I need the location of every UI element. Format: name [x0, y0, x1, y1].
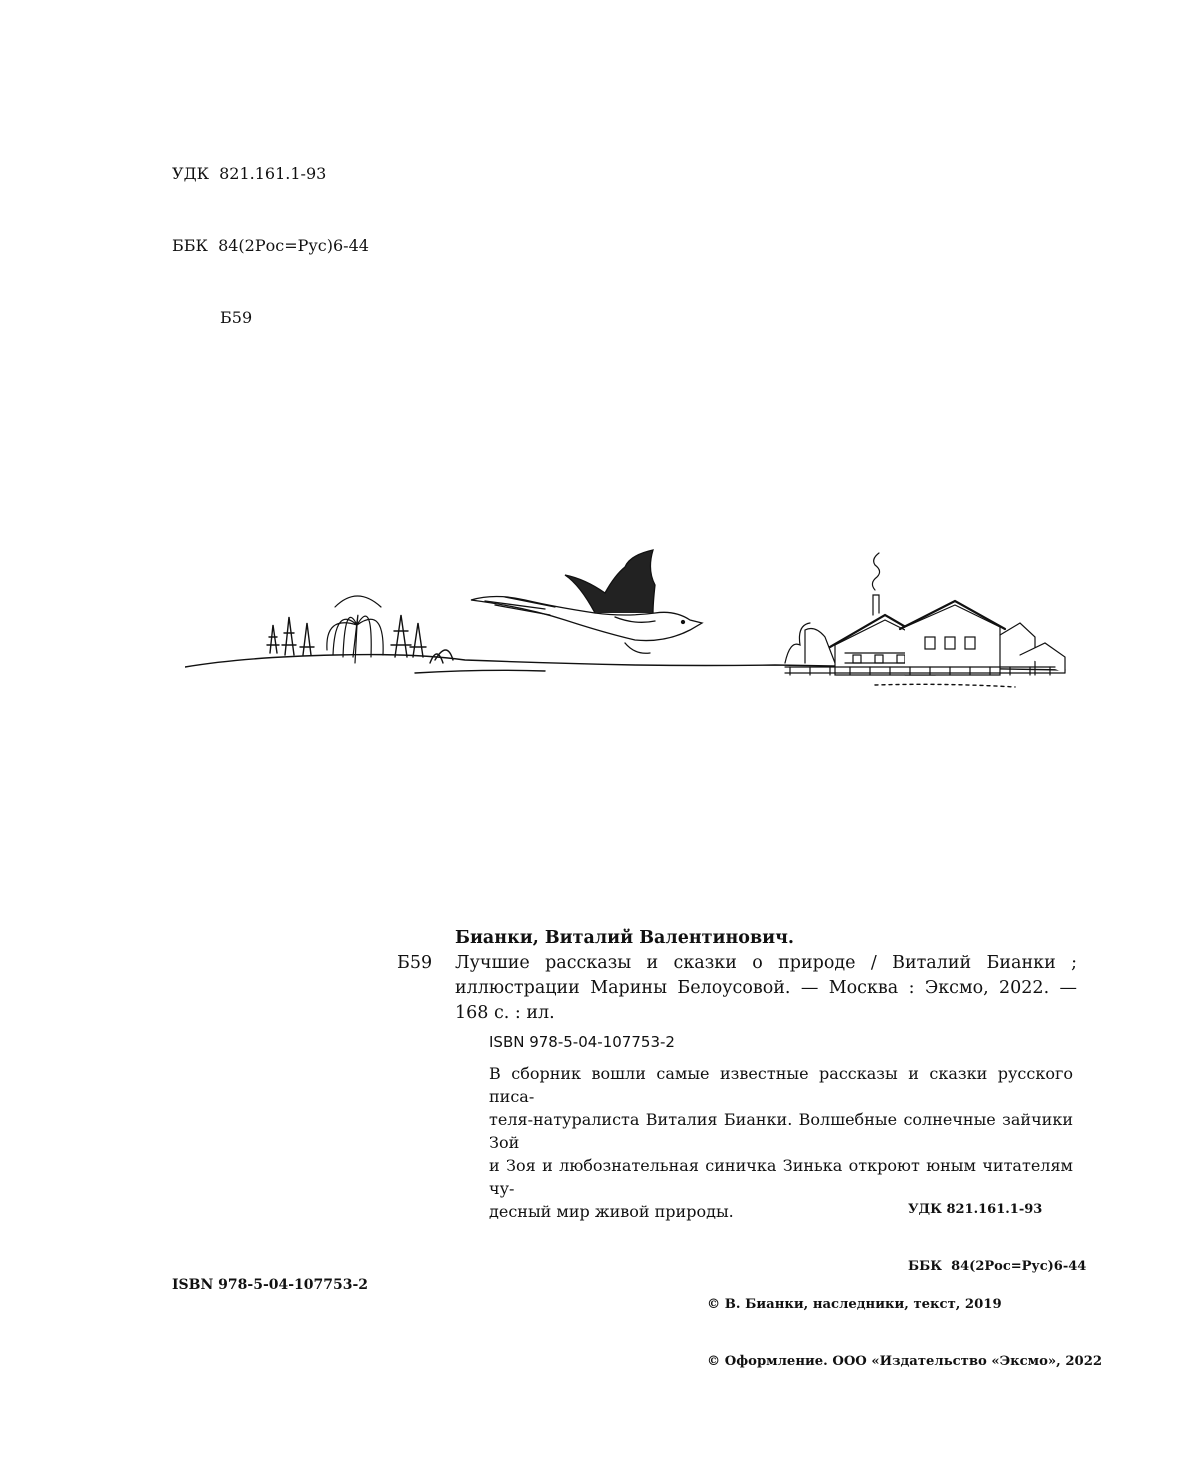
footer-udk: УДК 821.161.1-93 [908, 1202, 1043, 1217]
author-mark-code: Б59 [397, 953, 433, 973]
spruce-trees-left [267, 615, 426, 657]
bush-left [430, 650, 453, 663]
magpie-bird-icon [471, 550, 702, 653]
annotation-line-2: теля-натуралиста Виталия Бианки. Волшебные солнечные зайчики Зой [489, 1110, 1073, 1152]
bbk-code: ББК 84(2Рос=Рус)6-44 [172, 236, 369, 255]
bib-line-3: 168 с. : ил. [455, 1003, 555, 1023]
copyright-design: © Оформление. ООО «Издательство «Эксмо», 2022 [707, 1354, 1103, 1369]
willow-tree [327, 596, 383, 663]
isbn-bottom: ISBN 978-5-04-107753-2 [172, 1277, 369, 1293]
village-houses-right [785, 553, 1065, 675]
bib-line-1: Лучшие рассказы и сказки о природе / Виталий Бианки ; [455, 953, 1077, 973]
annotation-line-3: и Зоя и любознательная синичка Зинька откроют юным читателям чу- [489, 1156, 1073, 1198]
bib-line-2: иллюстрации Марины Белоусовой. — Москва : Эксмо, 2022. — [455, 978, 1077, 998]
copyright-text: © В. Бианки, наследники, текст, 2019 [707, 1297, 1002, 1312]
annotation-line-4: десный мир живой природы. [489, 1202, 734, 1221]
winter-landscape-illustration [185, 545, 1070, 695]
copyright-block [707, 1257, 1102, 1390]
annotation-line-1: В сборник вошли самые известные рассказы и сказки русского писа- [489, 1064, 1073, 1106]
header-classification-codes [172, 114, 369, 354]
author-mark: Б59 [220, 308, 253, 327]
author-heading: Бианки, Виталий Валентинович. [455, 928, 794, 948]
bibliographic-record [397, 926, 1077, 1026]
isbn-line: ISBN 978-5-04-107753-2 [489, 1033, 675, 1051]
udk-code: УДК 821.161.1-93 [172, 164, 327, 183]
footer-bbk: ББК 84(2Рос=Рус)6-44 [908, 1259, 1087, 1274]
